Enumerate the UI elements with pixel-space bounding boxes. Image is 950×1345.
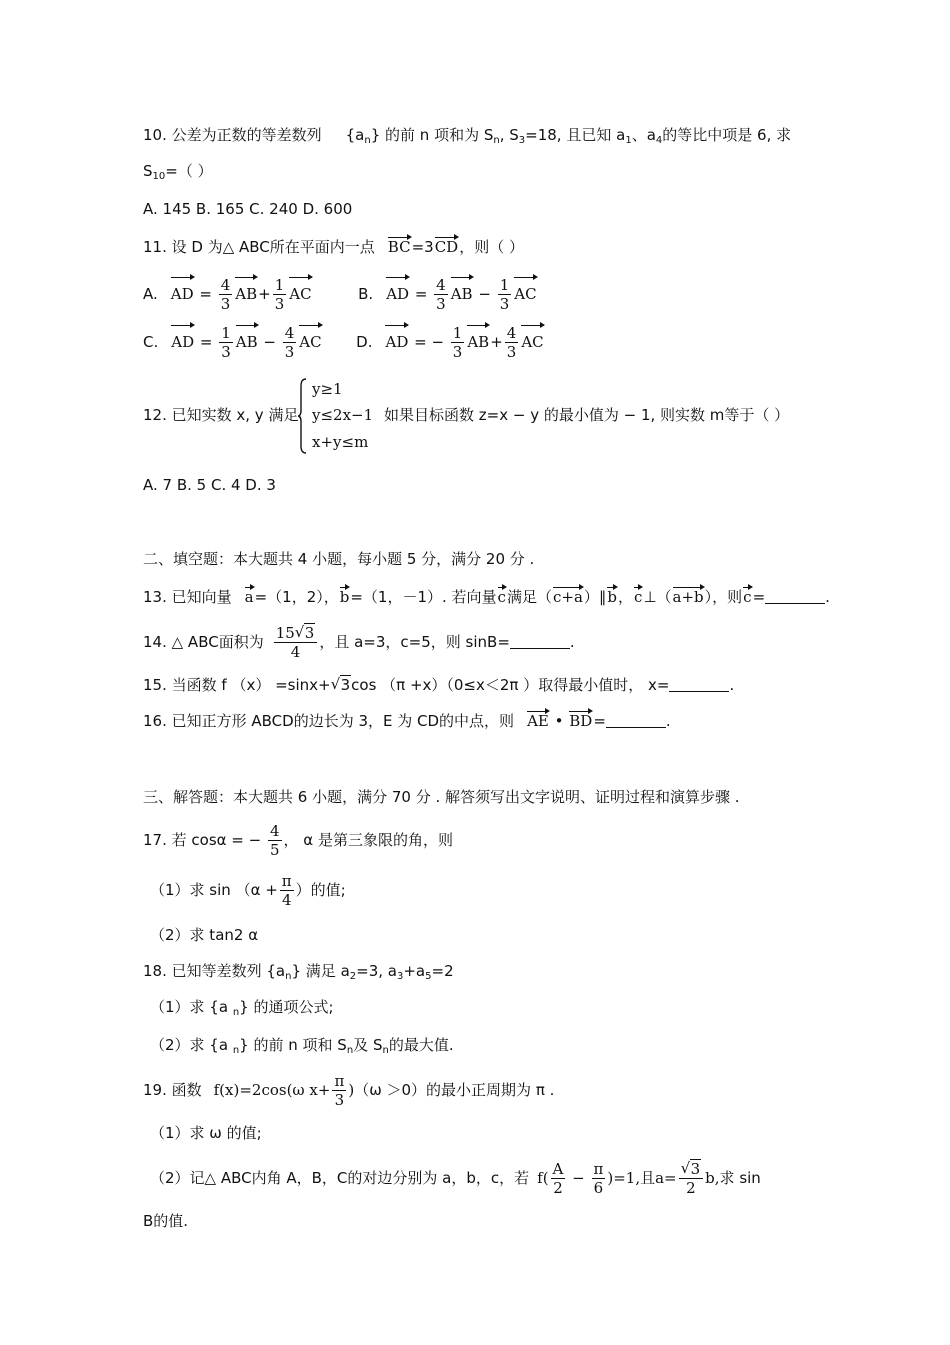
q12-stem-right: 如果目标函数 z=x − y 的最小值为 − 1, 则实数 m等于（ ） (384, 406, 790, 424)
fraction: $\frac{1}{3}$ (274, 276, 285, 313)
q14: 14. △ ABC面积为 $\frac{15√ 3}{4}$ ，且 a=3，c=5，则 sinB= . (143, 620, 575, 664)
sqrt-symbol: √ 3 (681, 1160, 702, 1178)
fraction: $\frac{\pi}{6}$ (593, 1160, 604, 1197)
q18-part2: （2）求 {a $_n$} 的前 n 项和 $S_n$及 $S_n$的最大值. (150, 1036, 454, 1056)
fraction: $\frac{1}{3}$ (499, 276, 510, 313)
fraction: $\frac{1}{3}$ (452, 324, 463, 361)
fraction: √ $\frac{3}{2}$ (679, 1160, 704, 1197)
q19-part2: （2）记△ ABC内角 A，B，C的对边分别为 a，b，c，若 f( $\frac{A}{2}$ − $\frac{\pi}{6}$ )=1,且a= √ $\frac{3}{2}$ b,求 sin (150, 1156, 761, 1200)
q15: 15. 当函数 f （x） =sinx+√ 3cos （π +x）（0≤x＜2π ）取得最小值时， x= . (143, 674, 734, 696)
q19-part1: （1）求 ω 的值; (150, 1124, 262, 1142)
fraction: $\frac{4}{5}$ (269, 822, 280, 859)
fraction: $\frac{\pi}{3}$ (334, 1072, 345, 1109)
option-a: A. AD = $\frac{4}{3}$ AB+ $\frac{1}{3}$ AC (143, 276, 312, 313)
q19-stem: 19. 函数 f(x)=2cos(ω x+ $\frac{\pi}{3}$ )（ω ＞0）的最小正周期为 π . (143, 1072, 555, 1109)
answer-blank (669, 677, 729, 692)
fraction: $\frac{4}{3}$ (220, 276, 231, 313)
constraint-1: y≥1 (312, 380, 343, 398)
answer-blank (765, 589, 825, 604)
fraction: $\frac{4}{3}$ (506, 324, 517, 361)
q19-part2-continued: B的值. (143, 1212, 189, 1230)
fraction: $\frac{\pi}{4}$ (281, 872, 292, 909)
constraint-2: y≤2x−1 (312, 406, 374, 424)
q12-stem-left: 12. 已知实数 x, y 满足 (143, 406, 299, 424)
fraction: $\frac{1}{3}$ (221, 324, 231, 361)
fraction: $\frac{4}{3}$ (436, 276, 446, 313)
answer-blank (606, 713, 666, 728)
answer-blank (510, 634, 570, 649)
fraction: $\frac{A}{2}$ (552, 1160, 564, 1197)
sqrt-symbol: √ 3 (295, 624, 316, 642)
section-solutions-heading: 三、解答题：本大题共 6 小题，满分 70 分 . 解答须写出文字说明、证明过程和演算步骤 . (143, 788, 740, 806)
section-fill-in-heading: 二、填空题：本大题共 4 小题，每小题 5 分，满分 20 分 . (143, 550, 535, 568)
sqrt-symbol: √ 3 (331, 674, 352, 696)
q17-stem: 17. 若 cosα = − $\frac{4}{5}$ ， α 是第三象限的角，则 (143, 822, 453, 859)
option-c: C. AD = $\frac{1}{3}$ AB − $\frac{4}{3}$ AC (143, 324, 322, 361)
q12-options: A. 7 B. 5 C. 4 D. 3 (143, 476, 276, 494)
q10-line2: $S_{10}=$（ ） (143, 162, 213, 182)
vector-cd: CD (434, 238, 459, 256)
q11-stem: 11. 设 D 为△ ABC所在平面内一点 BC=3CD，则（ ） (143, 238, 524, 256)
fraction: $\frac{15√ 3}{4}$ (274, 624, 318, 661)
q18-part1: （1）求 {a $_n$} 的通项公式; (150, 998, 334, 1018)
left-brace-icon (298, 378, 307, 454)
q17-part2: （2）求 tan2 α (150, 926, 259, 944)
q10-line1: 10. 公差为正数的等差数列 $\{a_n\}$ 的前 n 项和为 $S_n$, $S_3=18$, 且已知 $a_1$、$a_4$的等比中项是 6, 求 (143, 126, 792, 146)
constraint-3: x+y≤m (312, 433, 369, 451)
fraction: $\frac{4}{3}$ (284, 324, 295, 361)
q16: 16. 已知正方形 ABCD的边长为 3，E 为 CD的中点，则 AE • BD= . (143, 712, 671, 730)
q11-options-ab (143, 276, 538, 313)
q11-options-cd (143, 324, 545, 361)
q13: 13. 已知向量 a=（1，2），b=（1，－1）. 若向量c满足（c+a）∥b，c⊥（a+b），则c= . (143, 588, 830, 606)
option-b: B. AD = $\frac{4}{3}$ AB − $\frac{1}{3}$ AC (358, 276, 537, 313)
q10-options: A. 145 B. 165 C. 240 D. 600 (143, 200, 353, 218)
vector-bc: BC (387, 238, 411, 256)
option-d: D. AD = − $\frac{1}{3}$ AB+ $\frac{4}{3}$ AC (356, 324, 544, 361)
q18-stem: 18. 已知等差数列 $\{a_n\}$ 满足 $a_2=3$, $a_3+a_5=2$ (143, 962, 454, 982)
q17-part1: （1）求 sin （α + $\frac{\pi}{4}$ ）的值; (150, 872, 346, 909)
